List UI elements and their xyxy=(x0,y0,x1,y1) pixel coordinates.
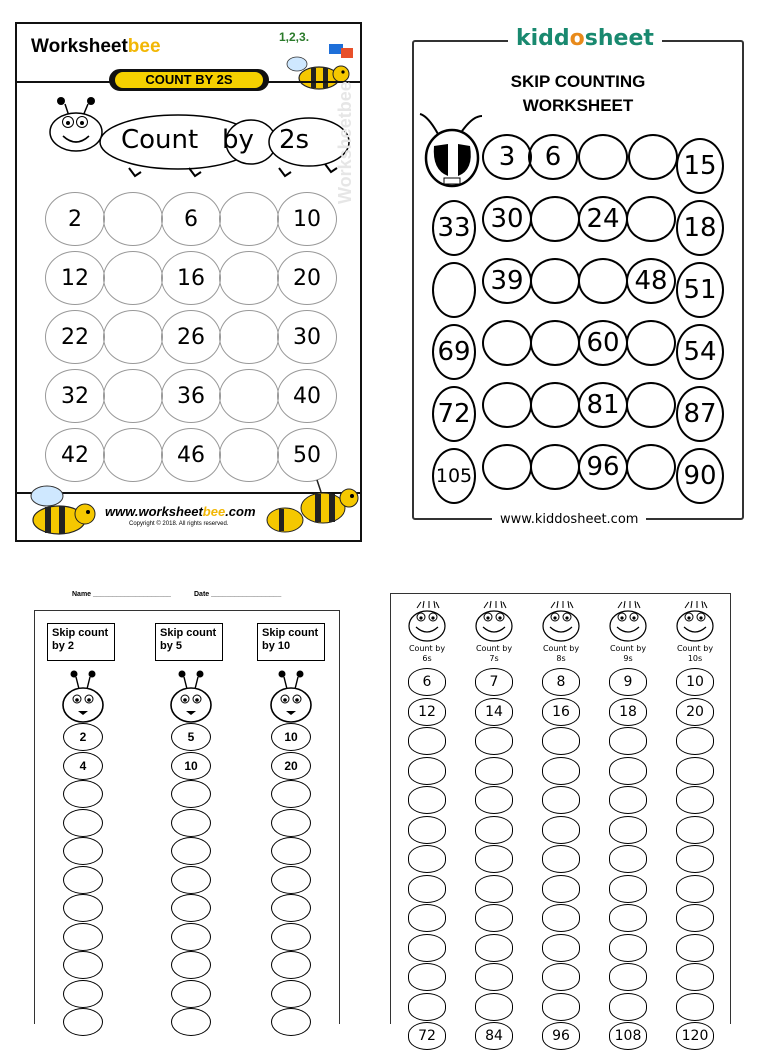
blank-segment[interactable] xyxy=(676,934,714,962)
bee-family-icon xyxy=(257,476,361,540)
number-segment: 16 xyxy=(542,698,580,726)
blank-segment[interactable] xyxy=(408,904,446,932)
blank-segment[interactable] xyxy=(475,934,513,962)
skip-count-label-box: Skip count by 10 xyxy=(257,623,325,661)
number-segment: 72 xyxy=(408,1022,446,1050)
number-circle: 3 xyxy=(482,134,532,180)
blank-segment[interactable] xyxy=(676,993,714,1021)
blank-circle[interactable] xyxy=(219,310,279,364)
blank-segment[interactable] xyxy=(542,993,580,1021)
blank-segment[interactable] xyxy=(609,757,647,785)
number-segment: 14 xyxy=(475,698,513,726)
blank-segment[interactable] xyxy=(475,727,513,755)
blank-oval[interactable] xyxy=(171,894,211,922)
number-segment: 6 xyxy=(408,668,446,696)
kiddosheet-panel xyxy=(412,26,744,527)
smiling-head-icon xyxy=(474,600,514,644)
blank-oval[interactable] xyxy=(171,951,211,979)
blank-segment[interactable] xyxy=(408,786,446,814)
number-circle: 30 xyxy=(277,310,337,364)
blank-segment[interactable] xyxy=(542,875,580,903)
blank-circle[interactable] xyxy=(482,382,532,428)
smiling-head-icon xyxy=(407,600,447,644)
number-circle: 22 xyxy=(45,310,105,364)
blank-oval[interactable] xyxy=(63,837,103,865)
count-by-label: Count by 7s xyxy=(475,644,513,663)
blank-oval[interactable] xyxy=(171,837,211,865)
logo-o: o xyxy=(569,26,585,51)
blank-oval[interactable] xyxy=(271,1008,311,1036)
url-suffix: .com xyxy=(225,504,256,519)
number-circle: 20 xyxy=(277,251,337,305)
url-bee: bee xyxy=(202,504,226,519)
number-circle: 26 xyxy=(161,310,221,364)
blank-circle[interactable] xyxy=(626,382,676,428)
blank-segment[interactable] xyxy=(542,845,580,873)
kiddosheet-url: www.kiddosheet.com xyxy=(492,512,646,527)
blank-circle[interactable] xyxy=(530,196,580,242)
blank-segment[interactable] xyxy=(475,845,513,873)
worksheetbee-url xyxy=(105,504,256,519)
blank-oval[interactable] xyxy=(271,837,311,865)
blank-oval[interactable] xyxy=(63,809,103,837)
count-by-label: Count by 9s xyxy=(609,644,647,663)
blank-circle[interactable] xyxy=(482,320,532,366)
number-circle: 54 xyxy=(676,324,724,380)
blank-circle[interactable] xyxy=(578,134,628,180)
bee-mascot-icon xyxy=(25,482,97,538)
worksheetbee-logo xyxy=(31,36,161,58)
blank-segment[interactable] xyxy=(408,845,446,873)
title-line-1: SKIP COUNTING xyxy=(510,72,646,91)
banner-label: COUNT BY 2S xyxy=(115,72,263,88)
blank-segment[interactable] xyxy=(408,993,446,1021)
blank-circle[interactable] xyxy=(219,251,279,305)
blank-circle[interactable] xyxy=(628,134,678,180)
number-circle: 15 xyxy=(676,138,724,194)
blank-segment[interactable] xyxy=(408,816,446,844)
blank-oval[interactable] xyxy=(271,866,311,894)
caterpillar-head-icon xyxy=(168,669,214,727)
number-circle: 69 xyxy=(432,324,476,380)
blank-segment[interactable] xyxy=(542,757,580,785)
worksheetbee-footer xyxy=(17,492,360,540)
blank-segment[interactable] xyxy=(609,816,647,844)
url-prefix: www.worksheet xyxy=(105,504,203,519)
number-circle: 6 xyxy=(528,134,578,180)
smiling-head-icon xyxy=(541,600,581,644)
blank-segment[interactable] xyxy=(408,875,446,903)
blank-segment[interactable] xyxy=(609,845,647,873)
number-segment: 84 xyxy=(475,1022,513,1050)
number-circle: 48 xyxy=(626,258,676,304)
smiling-head-icon xyxy=(608,600,648,644)
blank-oval[interactable] xyxy=(171,809,211,837)
brand-black-text: Worksheet xyxy=(31,36,128,57)
number-circle: 12 xyxy=(45,251,105,305)
blank-oval[interactable] xyxy=(63,866,103,894)
count-by-panel xyxy=(390,593,731,1044)
blank-segment[interactable] xyxy=(475,786,513,814)
blank-segment[interactable] xyxy=(475,816,513,844)
number-circle: 60 xyxy=(578,320,628,366)
blank-oval[interactable] xyxy=(271,894,311,922)
blank-oval[interactable] xyxy=(171,1008,211,1036)
blank-segment[interactable] xyxy=(542,816,580,844)
number-circle: 16 xyxy=(161,251,221,305)
blank-oval[interactable] xyxy=(271,951,311,979)
number-circle: 51 xyxy=(676,262,724,318)
blank-segment[interactable] xyxy=(609,786,647,814)
number-circle: 10 xyxy=(277,192,337,246)
number-circle: 42 xyxy=(45,428,105,482)
blank-oval[interactable] xyxy=(171,923,211,951)
blank-oval[interactable] xyxy=(171,980,211,1008)
name-field: Name ____________________ xyxy=(72,591,171,598)
skip-count-label-box: Skip count by 2 xyxy=(47,623,115,661)
blank-circle[interactable] xyxy=(578,258,628,304)
blank-oval[interactable] xyxy=(63,1008,103,1036)
number-circle: 18 xyxy=(676,200,724,256)
logo-pre: kidd xyxy=(516,26,570,51)
name-label: Name xyxy=(72,591,92,598)
blank-oval[interactable] xyxy=(271,809,311,837)
date-field: Date __________________ xyxy=(194,591,282,598)
blank-segment[interactable] xyxy=(542,934,580,962)
blank-segment[interactable] xyxy=(609,727,647,755)
blank-oval[interactable] xyxy=(63,780,103,808)
blank-segment[interactable] xyxy=(676,786,714,814)
blank-oval[interactable] xyxy=(171,780,211,808)
copyright-text: Copyright © 2018. All rights reserved. xyxy=(129,521,229,527)
blank-segment[interactable] xyxy=(676,727,714,755)
blank-circle[interactable] xyxy=(626,196,676,242)
caterpillar-word-count: Count xyxy=(121,125,199,155)
blank-circle[interactable] xyxy=(103,369,163,423)
blank-oval[interactable] xyxy=(63,894,103,922)
blank-segment[interactable] xyxy=(542,727,580,755)
blank-segment[interactable] xyxy=(408,934,446,962)
count-by-label: Count by 6s xyxy=(408,644,446,663)
blank-circle[interactable] xyxy=(103,428,163,482)
number-circle: 96 xyxy=(578,444,628,490)
blank-segment[interactable] xyxy=(542,963,580,991)
corner-numbers: 1,2,3. xyxy=(279,30,310,44)
blank-circle[interactable] xyxy=(219,192,279,246)
worksheetbee-panel xyxy=(15,22,362,542)
number-circle: 32 xyxy=(45,369,105,423)
number-segment: 7 xyxy=(475,668,513,696)
count-by-label: Count by 8s xyxy=(542,644,580,663)
ant-head-icon xyxy=(418,104,484,190)
number-circle: 81 xyxy=(578,382,628,428)
blank-circle[interactable] xyxy=(530,382,580,428)
number-circle: 24 xyxy=(578,196,628,242)
number-circle: 87 xyxy=(676,386,724,442)
number-circle: 46 xyxy=(161,428,221,482)
number-segment: 18 xyxy=(609,698,647,726)
blank-oval[interactable] xyxy=(63,951,103,979)
blank-segment[interactable] xyxy=(542,904,580,932)
count-by-label: Count by 10s xyxy=(676,644,714,663)
number-circle: 105 xyxy=(432,448,476,504)
blank-segment[interactable] xyxy=(475,904,513,932)
number-circle: 50 xyxy=(277,428,337,482)
number-segment: 20 xyxy=(676,698,714,726)
blank-circle[interactable] xyxy=(103,192,163,246)
number-oval: 2 xyxy=(63,723,103,751)
blank-oval[interactable] xyxy=(63,980,103,1008)
number-segment: 108 xyxy=(609,1022,647,1050)
number-oval: 4 xyxy=(63,752,103,780)
skip-count-panel xyxy=(34,610,340,1024)
number-oval: 20 xyxy=(271,752,311,780)
skip-count-label-box: Skip count by 5 xyxy=(155,623,223,661)
number-oval: 5 xyxy=(171,723,211,751)
number-segment: 9 xyxy=(609,668,647,696)
number-circle: 33 xyxy=(432,200,476,256)
blank-oval[interactable] xyxy=(271,780,311,808)
blank-segment[interactable] xyxy=(609,993,647,1021)
blank-oval[interactable] xyxy=(271,980,311,1008)
number-segment: 120 xyxy=(676,1022,714,1050)
blank-circle[interactable] xyxy=(219,428,279,482)
blank-segment[interactable] xyxy=(542,786,580,814)
blank-oval[interactable] xyxy=(171,866,211,894)
number-circle: 72 xyxy=(432,386,476,442)
smiling-head-icon xyxy=(675,600,715,644)
blank-circle[interactable] xyxy=(626,320,676,366)
number-circle: 6 xyxy=(161,192,221,246)
number-oval: 10 xyxy=(271,723,311,751)
blank-segment[interactable] xyxy=(676,904,714,932)
blank-circle[interactable] xyxy=(219,369,279,423)
blank-segment[interactable] xyxy=(408,757,446,785)
blank-segment[interactable] xyxy=(609,904,647,932)
caterpillar-word-by: by xyxy=(222,125,254,155)
blank-segment[interactable] xyxy=(475,757,513,785)
number-segment: 12 xyxy=(408,698,446,726)
blank-oval[interactable] xyxy=(271,923,311,951)
blank-oval[interactable] xyxy=(63,923,103,951)
blank-circle[interactable] xyxy=(530,444,580,490)
blank-circle[interactable] xyxy=(530,258,580,304)
blank-segment[interactable] xyxy=(408,963,446,991)
number-segment: 96 xyxy=(542,1022,580,1050)
number-circle: 40 xyxy=(277,369,337,423)
number-circle: 2 xyxy=(45,192,105,246)
blank-segment[interactable] xyxy=(475,963,513,991)
blank-segment[interactable] xyxy=(609,875,647,903)
caterpillar-head-icon xyxy=(268,669,314,727)
number-circle: 30 xyxy=(482,196,532,242)
blank-circle[interactable] xyxy=(432,262,476,318)
number-circle: 36 xyxy=(161,369,221,423)
blank-circle[interactable] xyxy=(530,320,580,366)
number-circle: 39 xyxy=(482,258,532,304)
kiddosheet-logo xyxy=(508,26,662,51)
number-segment: 10 xyxy=(676,668,714,696)
logo-post: sheet xyxy=(584,26,654,51)
caterpillar-head-icon xyxy=(60,669,106,727)
blank-segment[interactable] xyxy=(609,963,647,991)
blank-circle[interactable] xyxy=(626,444,676,490)
date-label: Date xyxy=(194,591,210,598)
number-oval: 10 xyxy=(171,752,211,780)
blank-segment[interactable] xyxy=(676,963,714,991)
blank-segment[interactable] xyxy=(676,757,714,785)
blank-segment[interactable] xyxy=(408,727,446,755)
number-segment: 8 xyxy=(542,668,580,696)
title-banner xyxy=(109,69,269,91)
caterpillar-word-2s: 2s xyxy=(279,125,310,155)
watermark: Worksheetbee xyxy=(335,81,355,204)
blank-segment[interactable] xyxy=(475,875,513,903)
blank-segment[interactable] xyxy=(475,993,513,1021)
title-line-2: WORKSHEET xyxy=(522,96,634,115)
brand-yellow-text: bee xyxy=(127,36,161,57)
blank-circle[interactable] xyxy=(103,251,163,305)
blank-circle[interactable] xyxy=(482,444,532,490)
blank-segment[interactable] xyxy=(676,845,714,873)
number-circle: 90 xyxy=(676,448,724,504)
blank-segment[interactable] xyxy=(609,934,647,962)
blank-circle[interactable] xyxy=(103,310,163,364)
blank-segment[interactable] xyxy=(676,875,714,903)
blank-segment[interactable] xyxy=(676,816,714,844)
